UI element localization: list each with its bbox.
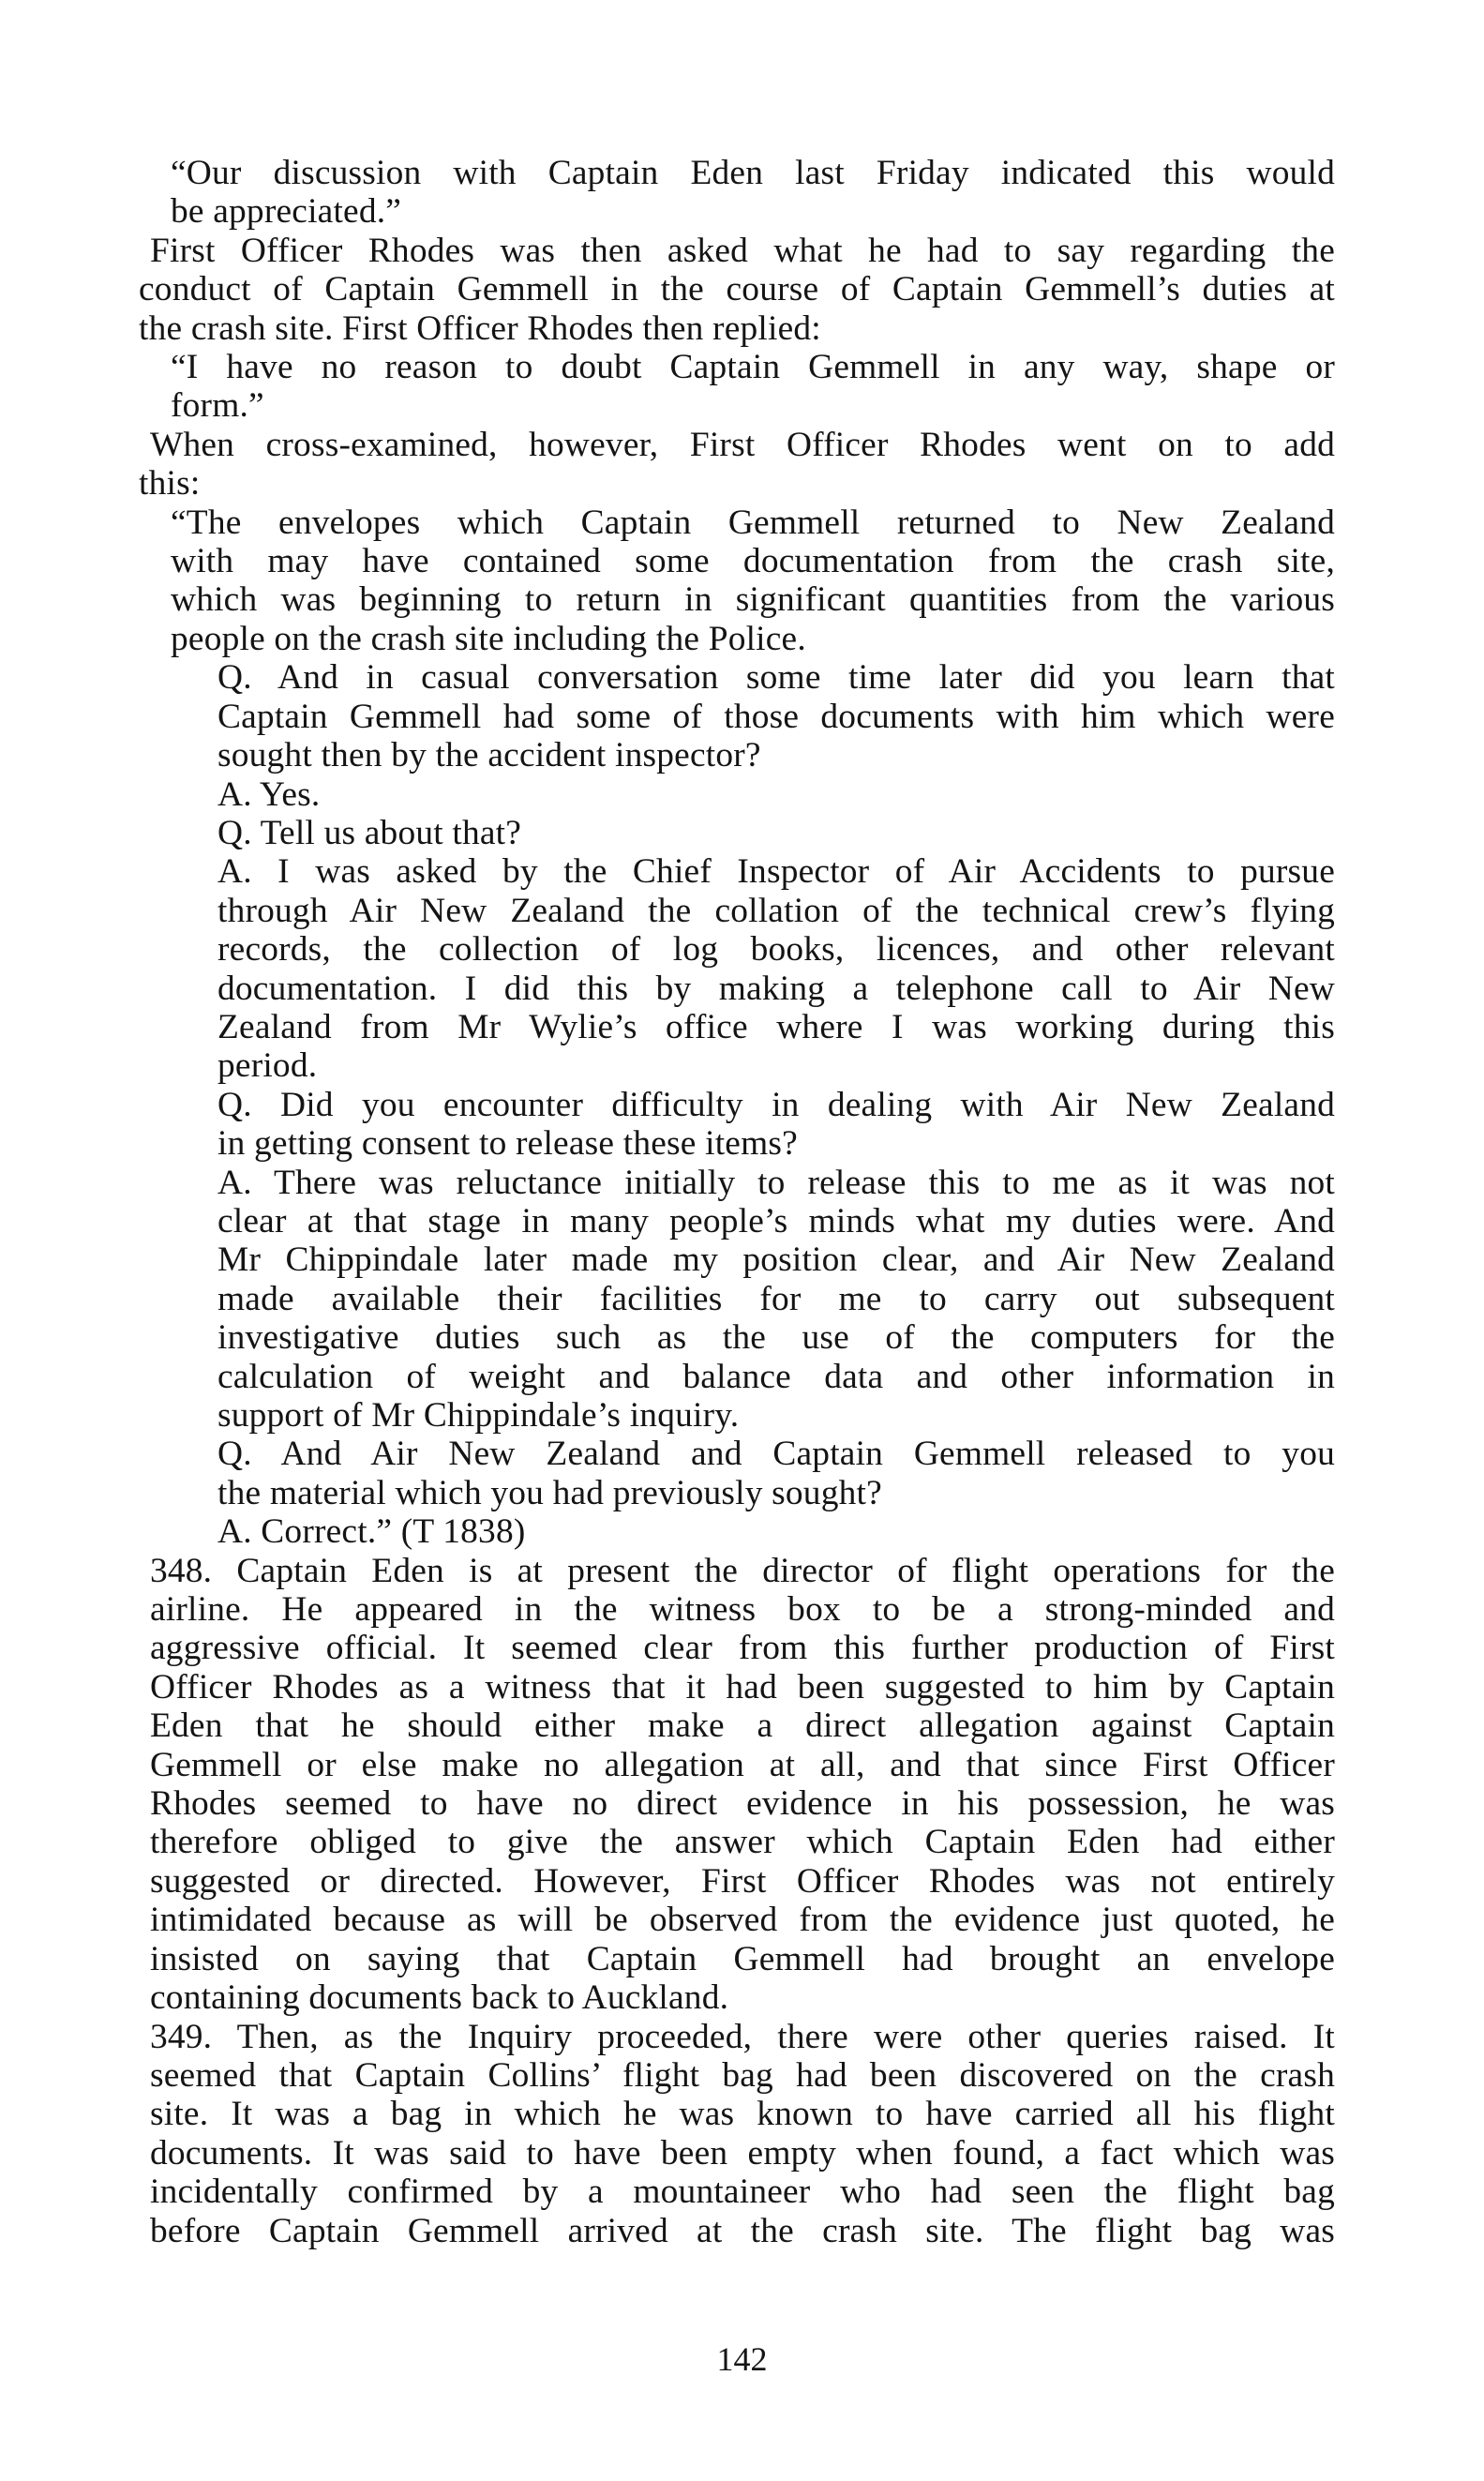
text-line: A. There was reluctance initially to release this to me as it was not [217, 1163, 1335, 1202]
text-line: Zealand from Mr Wylie’s office where I was working during this [217, 1007, 1335, 1046]
text-line: 348. Captain Eden is at present the director of flight operations for the [150, 1551, 1335, 1590]
text-line: aggressive official. It seemed clear from this further production of First [150, 1629, 1335, 1668]
text-line: suggested or directed. However, First Officer Rhodes was not entirely [150, 1861, 1335, 1901]
text-line: First Officer Rhodes was then asked what he had to say regarding the [150, 231, 1335, 270]
text-line: sought then by the accident inspector? [217, 736, 761, 775]
text-line: documents. It was said to have been empty when found, a fact which was [150, 2133, 1335, 2173]
text-line: before Captain Gemmell arrived at the crash site. The flight bag was [150, 2211, 1335, 2250]
text-line: be appreciated.” [171, 192, 402, 232]
text-line: made available their facilities for me to carry out subsequent [217, 1279, 1335, 1318]
text-line: airline. He appeared in the witness box to be a strong-minded and [150, 1590, 1335, 1630]
text-line: this: [139, 464, 201, 504]
text-line: Q. And in casual conversation some time later did you learn that [217, 658, 1335, 698]
text-line: “The envelopes which Captain Gemmell returned to New Zealand [171, 503, 1335, 542]
text-line: the material which you had previously sought? [217, 1473, 882, 1512]
text-line: Q. And Air New Zealand and Captain Gemmell released to you [217, 1435, 1335, 1474]
text-line: Eden that he should either make a direct allegation against Captain [150, 1707, 1335, 1746]
page-number: 142 [716, 2340, 768, 2378]
text-line: containing documents back to Auckland. [150, 1978, 729, 2018]
text-line: insisted on saying that Captain Gemmell had brought an envelope [150, 1939, 1335, 1978]
text-line: “Our discussion with Captain Eden last Friday indicated this would [171, 154, 1335, 192]
text-line: with may have contained some documentation from the crash site, [171, 542, 1335, 581]
text-line: calculation of weight and balance data and other information in [217, 1357, 1335, 1396]
text-line: A. I was asked by the Chief Inspector of Air Accidents to pursue [217, 852, 1335, 892]
text-line: intimidated because as will be observed from the evidence just quoted, he [150, 1901, 1335, 1940]
text-line: site. It was a bag in which he was known to have carried all his flight [150, 2095, 1335, 2134]
text-line: support of Mr Chippindale’s inquiry. [217, 1396, 740, 1435]
text-line: period. [217, 1046, 318, 1086]
text-line: “I have no reason to doubt Captain Gemmell in any way, shape or [171, 348, 1335, 387]
text-line: Q. Did you encounter difficulty in dealing with Air New Zealand [217, 1085, 1335, 1124]
text-line: When cross-examined, however, First Officer Rhodes went on to add [150, 425, 1335, 464]
text-line: 349. Then, as the Inquiry proceeded, there were other queries raised. It [150, 2017, 1335, 2056]
text-line: incidentally confirmed by a mountaineer who had seen the flight bag [150, 2173, 1335, 2212]
text-line: A. Yes. [217, 774, 321, 814]
text-line: the crash site. First Officer Rhodes then replied: [139, 308, 821, 348]
text-line: Officer Rhodes as a witness that it had been suggested to him by Captain [150, 1667, 1335, 1707]
text-line: Mr Chippindale later made my position clear, and Air New Zealand [217, 1240, 1335, 1280]
text-line: conduct of Captain Gemmell in the course of Captain Gemmell’s duties at [139, 270, 1335, 309]
text-line: therefore obliged to give the answer which Captain Eden had either [150, 1823, 1335, 1862]
text-line: Gemmell or else make no allegation at all, and that since First Officer [150, 1745, 1335, 1784]
body-text [139, 154, 1335, 2250]
text-line: through Air New Zealand the collation of the technical crew’s flying [217, 891, 1335, 930]
text-line: Captain Gemmell had some of those documents with him which were [217, 697, 1335, 736]
text-line: A. Correct.” (T 1838) [217, 1512, 526, 1552]
text-line: people on the crash site including the Police. [171, 619, 806, 658]
text-line: which was beginning to return in significant quantities from the various [171, 580, 1335, 620]
text-line: Rhodes seemed to have no direct evidence in his possession, he was [150, 1784, 1335, 1824]
text-line: seemed that Captain Collins’ flight bag had been discovered on the crash [150, 2055, 1335, 2095]
text-line: documentation. I did this by making a telephone call to Air New [217, 969, 1335, 1008]
text-line: investigative duties such as the use of the computers for the [217, 1318, 1335, 1358]
text-line: in getting consent to release these items? [217, 1124, 798, 1164]
text-line: clear at that stage in many people’s minds what my duties were. And [217, 1201, 1335, 1240]
text-line: records, the collection of log books, licences, and other relevant [217, 930, 1335, 970]
text-line: Q. Tell us about that? [217, 813, 522, 852]
text-line: form.” [171, 386, 264, 426]
